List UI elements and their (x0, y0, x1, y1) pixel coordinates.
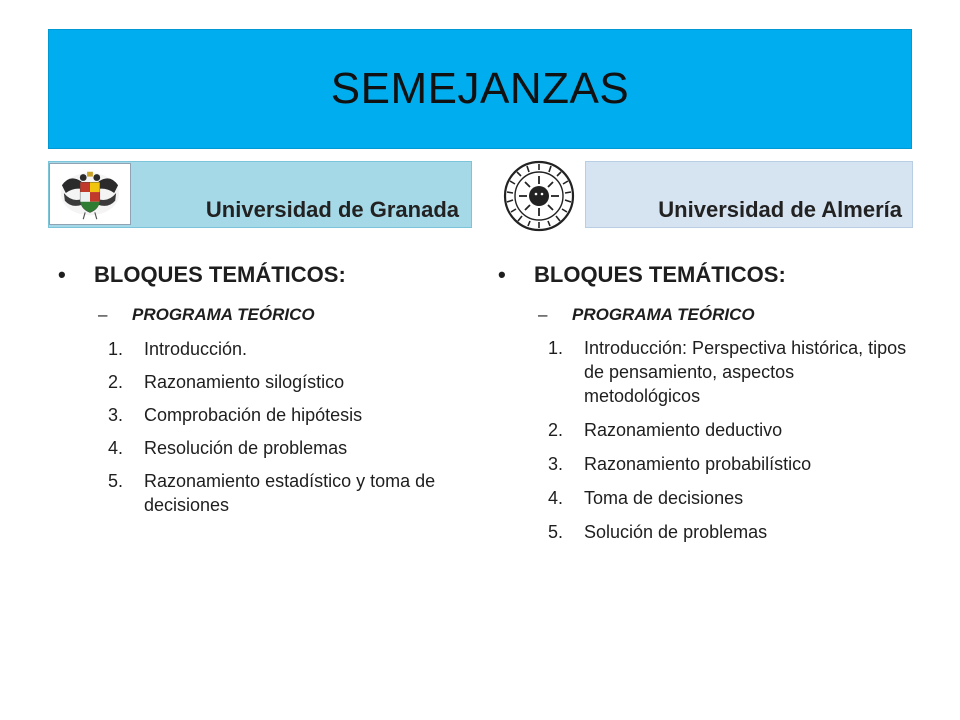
almeria-seal-icon (491, 160, 587, 232)
subheading-text: PROGRAMA TEÓRICO (132, 305, 315, 324)
slide-title: SEMEJANZAS (330, 64, 630, 113)
item-number: 4. (548, 488, 564, 508)
almeria-programa-subheading (538, 305, 908, 325)
almeria-university-name: Universidad de Almería (658, 197, 902, 222)
item-text: Toma de decisiones (584, 488, 744, 508)
item-text: Solución de problemas (584, 522, 768, 542)
list-item (108, 436, 468, 460)
item-number: 2. (548, 420, 564, 440)
almeria-header-band (585, 161, 913, 228)
granada-bloques-heading (58, 262, 468, 288)
list-item (548, 336, 908, 408)
list-item (108, 469, 468, 517)
item-number: 5. (548, 522, 564, 542)
item-text: Resolución de problemas (144, 438, 348, 458)
list-item (548, 486, 908, 510)
heading-text: BLOQUES TEMÁTICOS: (94, 262, 346, 287)
item-number: 3. (548, 454, 564, 474)
granada-crest-icon (50, 164, 130, 224)
item-text: Comprobación de hipótesis (144, 405, 363, 425)
list-item (548, 452, 908, 476)
item-number: 3. (108, 405, 124, 425)
granada-programa-subheading (98, 305, 468, 325)
bullet-dot: • (498, 262, 506, 287)
item-number: 1. (548, 338, 564, 358)
item-number: 5. (108, 471, 124, 491)
list-item (548, 418, 908, 442)
sub-dash: – (538, 305, 548, 324)
granada-topic-list (108, 337, 468, 517)
list-item (108, 370, 468, 394)
almeria-seal-logo (491, 160, 587, 232)
item-text: Introducción. (144, 339, 248, 359)
almeria-topic-list (548, 336, 908, 544)
granada-university-name: Universidad de Granada (205, 197, 459, 222)
item-number: 1. (108, 339, 124, 359)
subheading-text: PROGRAMA TEÓRICO (572, 305, 755, 324)
item-number: 4. (108, 438, 124, 458)
item-text: Introducción: Perspectiva histórica, tipos de pensamiento, aspectos metodológicos (584, 338, 907, 406)
item-text: Razonamiento estadístico y toma de decisiones (144, 471, 436, 515)
item-text: Razonamiento probabilístico (584, 454, 812, 474)
item-number: 2. (108, 372, 124, 392)
item-text: Razonamiento silogístico (144, 372, 345, 392)
item-text: Razonamiento deductivo (584, 420, 783, 440)
list-item (108, 403, 468, 427)
almeria-bloques-heading (498, 262, 908, 288)
bullet-dot: • (58, 262, 66, 287)
almeria-column (498, 262, 908, 554)
list-item (108, 337, 468, 361)
granada-crest-logo (49, 163, 131, 225)
granada-column (58, 262, 468, 526)
sub-dash: – (98, 305, 108, 324)
heading-text: BLOQUES TEMÁTICOS: (534, 262, 786, 287)
list-item (548, 520, 908, 544)
title-bar (48, 29, 912, 149)
